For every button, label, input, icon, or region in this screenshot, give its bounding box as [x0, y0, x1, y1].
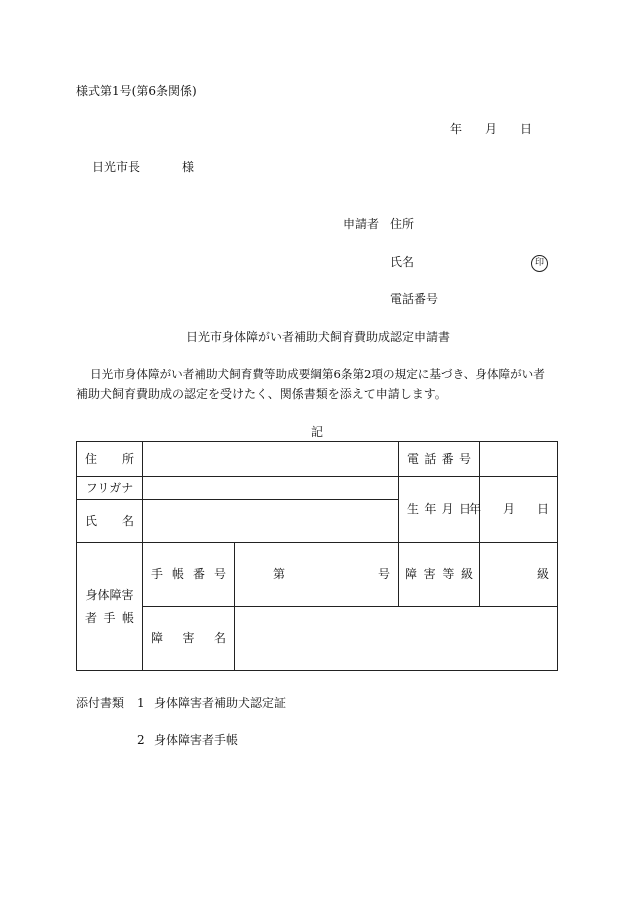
attachment-1-num: 1: [137, 696, 145, 710]
birthdate-label: 生 年 月 日: [399, 477, 480, 543]
attachment-2-num: 2: [137, 733, 145, 747]
applicant-address-label: 住所: [390, 217, 415, 231]
birthdate-field[interactable]: [468, 477, 558, 543]
name-label: 氏 名: [77, 500, 143, 543]
cert-prefix: 第: [273, 567, 286, 582]
seal-mark: 印: [531, 255, 548, 272]
body-text-line-2: 補助犬飼育費助成の認定を受けたく、関係書類を添えて申請します。: [76, 387, 447, 401]
date-day: 日: [520, 122, 533, 136]
phone-label: 電 話 番 号: [399, 442, 480, 477]
attachments-label: 添付書類: [76, 696, 125, 710]
cert-suffix: 号: [378, 567, 391, 582]
certificate-label: [77, 543, 143, 671]
document-title: 日光市身体障がい者補助犬飼育費助成認定申請書: [186, 330, 451, 344]
grade-field[interactable]: [480, 543, 558, 607]
addressee-honorific: 様: [182, 160, 195, 174]
birth-month-label: 月: [502, 502, 515, 517]
grade-suffix: 級: [537, 567, 550, 582]
applicant-name-label: 氏名: [390, 255, 415, 269]
phone-field[interactable]: [480, 442, 558, 477]
cert-number-field[interactable]: [235, 543, 399, 607]
cert-number-label: 手 帳 番 号: [143, 543, 235, 607]
birth-year-label: 年: [468, 502, 481, 517]
attachment-1-text: 身体障害者補助犬認定証: [154, 696, 287, 710]
ki-heading: 記: [311, 425, 324, 439]
date-year: 年: [450, 122, 463, 136]
application-table: [76, 441, 558, 671]
certificate-label-line-1: 身体障害: [85, 587, 134, 602]
address-field[interactable]: [143, 442, 399, 477]
applicant-label: 申請者: [343, 217, 380, 231]
applicant-phone-label: 電話番号: [390, 292, 439, 306]
certificate-label-line-2: 者 手 帳: [85, 610, 134, 625]
attachment-2-text: 身体障害者手帳: [154, 733, 239, 747]
address-label: 住 所: [77, 442, 143, 477]
furigana-label: フリガナ: [77, 477, 143, 500]
name-field[interactable]: [143, 500, 399, 543]
addressee-name: 日光市長: [92, 160, 141, 174]
birth-day-label: 日: [537, 502, 550, 517]
grade-label: 障 害 等 級: [399, 543, 480, 607]
date-month: 月: [485, 122, 498, 136]
disability-name-label: 障 害 名: [143, 607, 235, 671]
body-text-line-1: 日光市身体障がい者補助犬飼育費等助成要綱第6条第2項の規定に基づき、身体障がい者: [90, 367, 545, 381]
form-number: 様式第1号(第6条関係): [76, 84, 197, 98]
furigana-field[interactable]: [143, 477, 399, 500]
disability-name-field[interactable]: [235, 607, 558, 671]
